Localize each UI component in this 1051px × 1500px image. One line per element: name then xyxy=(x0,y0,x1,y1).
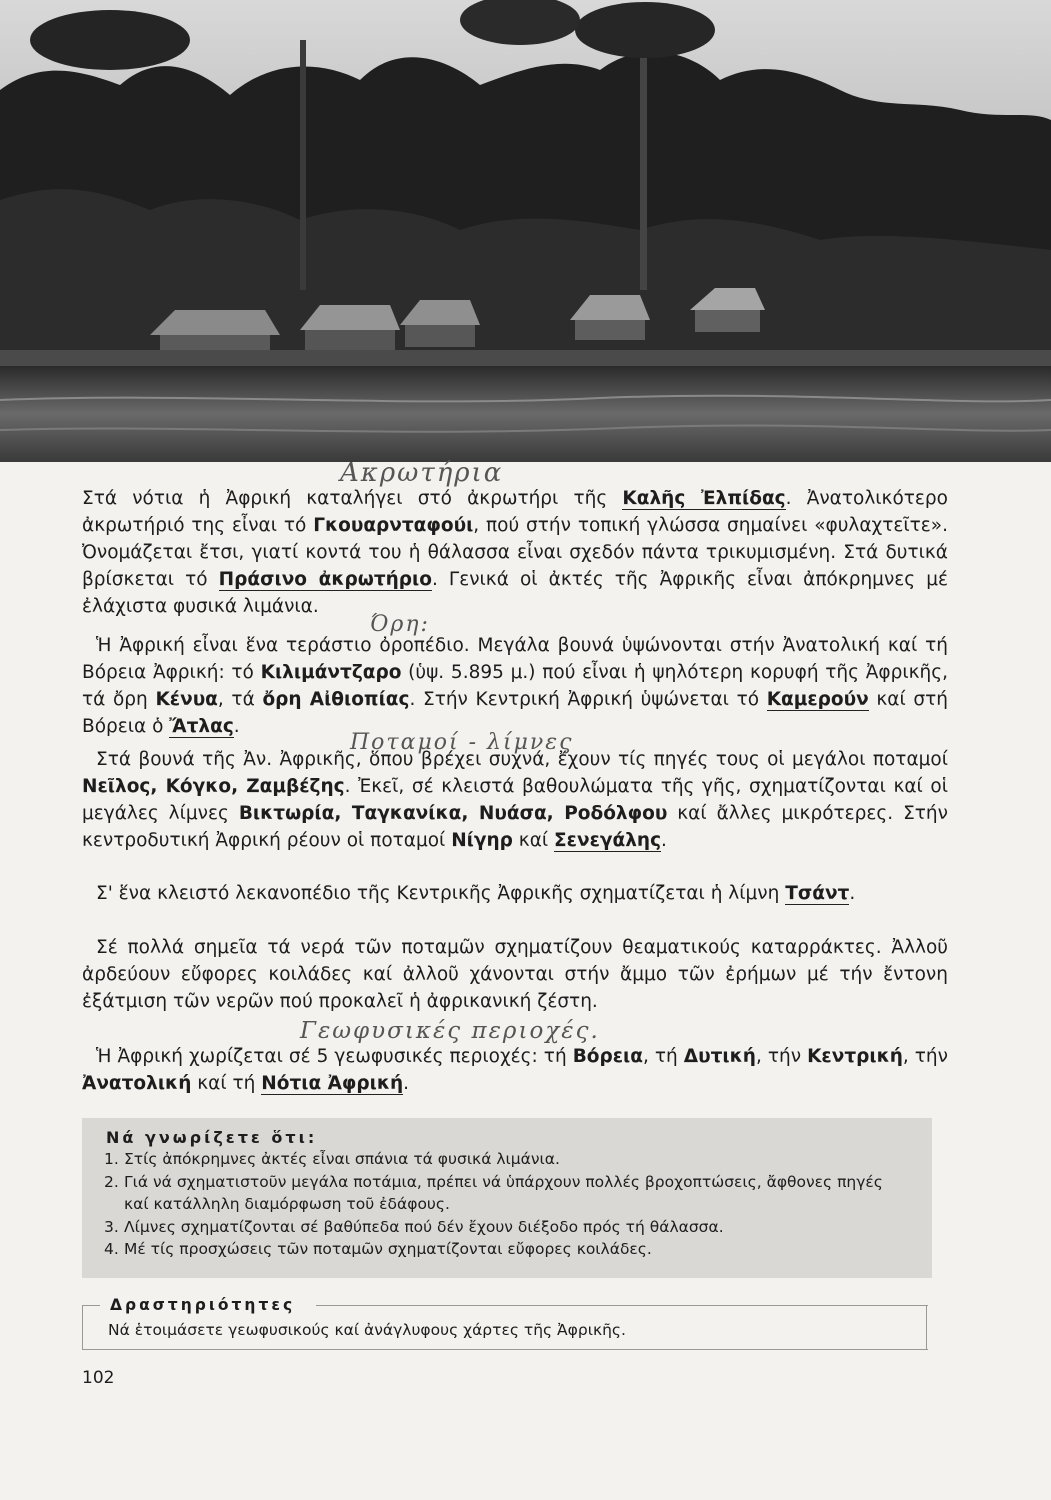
handwritten-note-regions: Γεωφυσικές περιοχές. xyxy=(300,1018,600,1044)
list-item: 2. Γιά νά σχηματιστοῦν μεγάλα ποτάμια, πρέπει νά ὑπάρχουν πολλές βροχοπτώσεις, ἄφθονες πηγές καί κατάλληλη διαμόρφωση τοῦ ἐδάφους. xyxy=(104,1172,883,1213)
lakes-list: Βικτωρία, Ταγκανίκα, Νυάσα, Ροδόλφου xyxy=(238,803,668,824)
activities-title: Δραστηριότητες xyxy=(104,1296,301,1314)
region-north: Βόρεια xyxy=(572,1046,643,1067)
page-number: 102 xyxy=(82,1368,115,1388)
atlas: Ἄτλας xyxy=(169,716,234,737)
river-senegal: Σενεγάλης xyxy=(554,830,662,851)
list-item: 1. Στίς ἀπόκρημνες ἀκτές εἶναι σπάνια τά φυσικά λιμάνια. xyxy=(104,1150,560,1168)
river-village-photo xyxy=(0,0,1051,462)
region-east: Ἀνατολική xyxy=(82,1073,192,1094)
paragraph-rivers: Στά βουνά τῆς Ἀν. Ἀφρικῆς, ὅπου βρέχει συχνά, ἔχουν τίς πηγές τους οἱ μεγάλοι ποταμοί Νεῖλος, Κόγκο, Ζαμβέζης. Ἐκεῖ, σέ κλειστά βαθουλώματα τῆς γῆς, σχηματίζονται καί οἱ μεγάλες λίμνες Βικτωρία, Ταγκανίκα, Νυάσα, Ροδόλφου καί ἄλλες μικρότερες. Στήν κεντροδυτική Ἀφρική ρέουν οἱ ποταμοί Νίγηρ καί Σενεγάλης. xyxy=(82,749,948,851)
paragraph-mountains: Ἡ Ἀφρική εἶναι ἕνα τεράστιο ὀροπέδιο. Μεγάλα βουνά ὑψώνονται στήν Ἀνατολική καί τή Βόρεια Ἀφρική: τό Κιλιμάντζαρο (ὑψ. 5.895 μ.) πού εἶναι ἡ ψηλότερη κορυφή τῆς Ἀφρικῆς, τά ὄρη Κένυα, τά ὄρη Αἰθιοπίας. Στήν Κεντρική Ἀφρική ὑψώνεται τό Καμερούν καί στή Βόρεια ὁ Ἄτλας. xyxy=(82,635,949,737)
cape-good-hope: Καλῆς Ἐλπίδας xyxy=(622,488,786,509)
kilimanjaro: Κιλιμάντζαρο xyxy=(260,662,402,683)
activities-rule xyxy=(316,1305,928,1306)
activities-border xyxy=(926,1305,927,1349)
handwritten-note-rivers-lakes: Ποταμοί - λίμνες xyxy=(350,730,574,755)
know-box-title: Νά γνωρίζετε ὅτι: xyxy=(106,1128,318,1147)
list-item: 4. Μέ τίς προσχώσεις τῶν ποταμῶν σχηματίζονται εὔφορες κοιλάδες. xyxy=(104,1240,652,1258)
cameroon: Καμερούν xyxy=(766,689,869,710)
activities-rule xyxy=(82,1305,100,1306)
handwritten-note-mountains: Όρη: xyxy=(370,612,430,637)
activities-text: Νά ἑτοιμάσετε γεωφυσικούς καί ἀνάγλυφους χάρτες τῆς Ἀφρικῆς. xyxy=(108,1321,626,1339)
rivers-nile-congo-zambezi: Νεῖλος, Κόγκο, Ζαμβέζης xyxy=(82,776,345,797)
paragraph-chad: Σ' ἕνα κλειστό λεκανοπέδιο τῆς Κεντρικῆς Ἀφρικῆς σχηματίζεται ἡ λίμνη Τσάντ. xyxy=(96,883,856,904)
ethiopian-mountains: ὄρη Αἰθιοπίας xyxy=(262,689,410,710)
list-item: 3. Λίμνες σχηματίζονται σέ βαθύπεδα πού δέν ἔχουν διέξοδο πρός τή θάλασσα. xyxy=(104,1217,724,1236)
know-box-list xyxy=(104,1148,909,1261)
activities-border xyxy=(82,1349,928,1350)
paragraph-waterfalls: Σέ πολλά σημεῖα τά νερά τῶν ποταμῶν σχηματίζουν θεαματικούς καταρράκτες. Ἀλλοῦ ἀρδεύουν εὔφορες κοιλάδες καί ἀλλοῦ χάνονται στήν ἄμμο τῶν ἐρήμων μέ τήν ἔντονη ἐξάτμιση τῶν νερῶν πού προκαλεῖ ἡ ἀφρικανική ζέστη. xyxy=(82,937,948,1012)
handwritten-note-capes: Ακρωτήρια xyxy=(340,458,504,488)
region-west: Δυτική xyxy=(683,1046,756,1067)
lake-chad: Τσάντ xyxy=(785,883,850,904)
mount-kenya: Κένυα xyxy=(155,689,218,710)
paragraph-regions: Ἡ Ἀφρική χωρίζεται σέ 5 γεωφυσικές περιοχές: τή Βόρεια, τή Δυτική, τήν Κεντρική, τήν Ἀνατολική καί τή Νότια Ἀφρική. xyxy=(82,1046,948,1094)
river-niger: Νίγηρ xyxy=(451,830,513,851)
region-central: Κεντρική xyxy=(807,1046,903,1067)
region-south: Νότια Ἀφρική xyxy=(261,1073,404,1094)
cape-guardafui: Γκουαρνταφούι xyxy=(313,515,474,536)
paragraph-capes: Στά νότια ἡ Ἀφρική καταλήγει στό ἀκρωτήρι τῆς Καλῆς Ἐλπίδας. Ἀνατολικότερο ἀκρωτήριό της εἶναι τό Γκουαρνταφούι, πού στήν τοπική γλώσσα σημαίνει «φυλαχτεῖτε». Ὀνομάζεται ἔτσι, γιατί κοντά του ἡ θάλασσα εἶναι σχεδόν πάντα τρικυμισμένη. Στά δυτικά βρίσκεται τό Πράσινο ἀκρωτήριο. Γενικά οἱ ἀκτές τῆς Ἀφρικῆς εἶναι ἀπόκρημνες μέ ἐλάχιστα φυσικά λιμάνια. xyxy=(82,488,948,617)
activities-border xyxy=(82,1305,83,1349)
know-box xyxy=(82,1118,932,1278)
cape-verde: Πράσινο ἀκρωτήριο xyxy=(218,569,432,590)
